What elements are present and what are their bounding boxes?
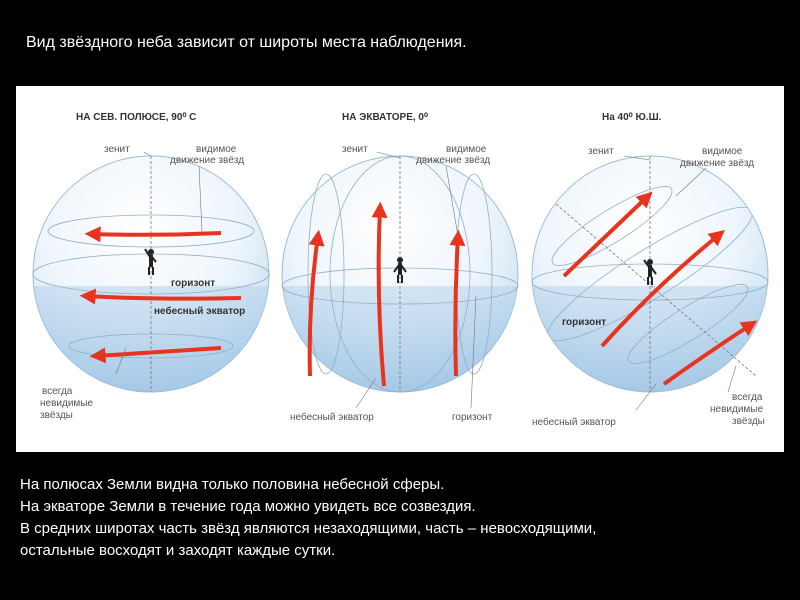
- explanation-line: В средних широтах часть звёзд являются незаходящими, часть – невосходящими,: [20, 520, 597, 537]
- panel-header: НА ЭКВАТОРЕ, 0⁰: [342, 112, 428, 123]
- equator-label: небесный экватор: [290, 412, 374, 423]
- sphere-40-south: [526, 112, 776, 428]
- motion-label: видимое: [702, 146, 743, 157]
- star-path-arrow: [91, 233, 221, 235]
- invisible-stars-label: звёзды: [40, 410, 73, 421]
- equator-label: небесный экватор: [154, 306, 246, 317]
- panel-header: На 40⁰ Ю.Ш.: [602, 112, 662, 123]
- celestial-sphere-diagram: [16, 86, 784, 452]
- motion-label: видимое: [196, 144, 237, 155]
- sphere-equator: [276, 112, 526, 423]
- slide-title: Вид звёздного неба зависит от широты места наблюдения.: [26, 34, 467, 51]
- horizon-label: горизонт: [452, 412, 493, 423]
- explanation-line: остальные восходят и заходят каждые сутки.: [20, 542, 336, 559]
- explanation-line: На полюсах Земли видна только половина небесной сферы.: [20, 476, 445, 493]
- invisible-stars-label: всегда: [732, 392, 763, 403]
- horizon-label: горизонт: [171, 278, 216, 289]
- explanation-line: На экваторе Земли в течение года можно увидеть все созвездия.: [20, 498, 476, 515]
- diagram-svg: [16, 86, 784, 452]
- zenith-label: зенит: [342, 144, 368, 155]
- zenith-label: зенит: [104, 144, 130, 155]
- equator-label: небесный экватор: [532, 417, 616, 428]
- invisible-stars-label: звёзды: [732, 416, 765, 427]
- motion-label: движение звёзд: [170, 155, 245, 166]
- motion-label: движение звёзд: [416, 155, 491, 166]
- invisible-stars-label: невидимые: [710, 404, 764, 415]
- motion-label: видимое: [446, 144, 487, 155]
- invisible-stars-label: всегда: [42, 386, 73, 397]
- motion-label: движение звёзд: [680, 158, 755, 169]
- sphere-north-pole: [16, 112, 286, 421]
- invisible-stars-label: невидимые: [40, 398, 94, 409]
- explanation-text: [20, 474, 790, 562]
- horizon-label: горизонт: [562, 317, 607, 328]
- panel-header: НА СЕВ. ПОЛЮСЕ, 90⁰ С: [76, 112, 197, 123]
- zenith-label: зенит: [588, 146, 614, 157]
